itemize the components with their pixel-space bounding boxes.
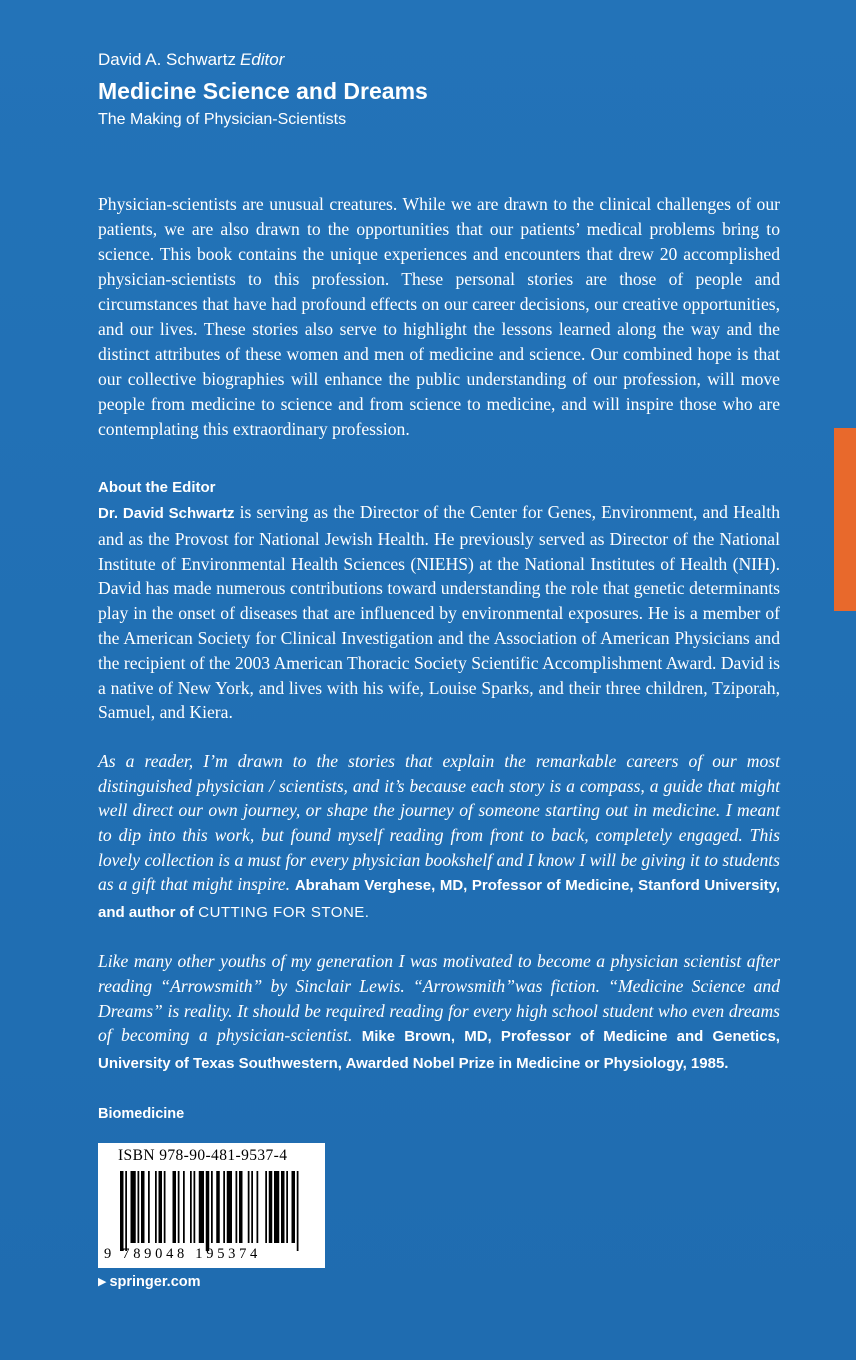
barcode-bar xyxy=(265,1171,267,1243)
barcode-bar xyxy=(236,1171,238,1243)
about-name: Dr. David Schwartz xyxy=(98,505,235,522)
editor-line xyxy=(98,48,780,72)
category-label: Biomedicine xyxy=(98,1106,185,1123)
barcode-bar xyxy=(120,1171,124,1251)
barcode-bar xyxy=(141,1171,145,1243)
barcode-bar xyxy=(281,1171,285,1243)
barcode-bar xyxy=(223,1171,225,1243)
barcode-bar xyxy=(211,1171,213,1243)
barcode-bar xyxy=(274,1171,279,1243)
quote-text: Like many other youths of my generation I was motivated to become a physician scientist after reading “Arrowsmith” by Sinclair Lewis. “Arrowsmith”was fiction. “Medicine Science and Dreams” is reality. It should be required reading for every high school student who even dreams of becoming a physician-scientist. xyxy=(98,951,780,1046)
barcode-bar xyxy=(138,1171,140,1243)
isbn-barcode xyxy=(98,1143,325,1268)
barcode-bar xyxy=(194,1171,196,1243)
barcode-bar xyxy=(164,1171,166,1243)
quote-brown xyxy=(98,949,780,1076)
about-heading: About the Editor xyxy=(98,479,216,496)
barcode-digits: 9 789048 195374 xyxy=(104,1246,261,1262)
barcode-bar xyxy=(183,1171,185,1243)
orange-spine-tab xyxy=(834,428,856,611)
barcode-bar xyxy=(216,1171,220,1243)
quote-verghese xyxy=(98,749,780,925)
barcode-bar xyxy=(155,1171,157,1243)
quote-book-title: CUTTING FOR STONE. xyxy=(198,903,370,921)
barcode-bar xyxy=(239,1171,243,1243)
quote-attribution: Abraham Verghese, MD, Professor of Medicine, Stanford University, and author of xyxy=(98,877,780,921)
barcode-bar xyxy=(131,1171,136,1243)
publisher-link[interactable] xyxy=(98,1272,201,1292)
barcode-bar xyxy=(173,1171,177,1243)
barcode-bar xyxy=(227,1171,232,1243)
barcode-bar xyxy=(199,1171,204,1243)
barcode-bar xyxy=(190,1171,192,1243)
barcode-bar xyxy=(159,1171,163,1243)
isbn-label: ISBN 978-90-481-9537-4 xyxy=(118,1147,288,1164)
editor-role: Editor xyxy=(239,50,285,69)
barcode-bar xyxy=(286,1171,288,1243)
book-title: Medicine Science and Dreams xyxy=(98,78,428,104)
barcode-bar xyxy=(292,1171,296,1243)
barcode-bar xyxy=(148,1171,150,1243)
about-body xyxy=(98,500,780,725)
barcode-bar xyxy=(257,1171,259,1243)
barcode-bar xyxy=(206,1171,210,1251)
about-text: is serving as the Director of the Center for Genes, Environment, and Health and as the Provost for National Jewish Health. He previously served as Director of the National Institute of Environmental Health Sciences (NIEHS) at the National Institutes of Health (NIH). David has made numerous contributions toward understanding the role that genetic determinants play in the onset of diseases that are influenced by environmental exposures. He is a member of the American Society for Clinical Investigation and the Association of American Physicians and the recipient of the 2003 American Thoracic Society Scientific Accomplishment Award. David is a native of New York, and lives with his wife, Louise Sparks, and their three children, Tziporah, Samuel, and Kiera. xyxy=(98,502,780,723)
book-subtitle: The Making of Physician-Scientists xyxy=(98,111,347,128)
editor-name: David A. Schwartz xyxy=(98,50,236,69)
quote-attribution: Mike Brown, MD, Professor of Medicine and Genetics, University of Texas Southwestern, Awarded Nobel Prize in Medicine or Physiology, 1985. xyxy=(98,1028,780,1072)
cover-text xyxy=(98,48,780,1124)
barcode-bar xyxy=(269,1171,273,1243)
publisher-url: springer.com xyxy=(109,1274,201,1290)
barcode-bar xyxy=(248,1171,250,1243)
barcode-bar xyxy=(251,1171,253,1243)
quote-text: As a reader, I’m drawn to the stories that explain the remarkable careers of our most distinguished physician / scientists, and it’s because each story is a compass, a guide that might well direct our own journey, or shape the journey of someone starting out in medicine. I meant to dip into this work, but found myself reading from front to back, completely engaged. This lovely collection is a must for every physician bookshelf and I know I will be giving it to students as a gift that might inspire. xyxy=(98,751,780,895)
blurb: Physician-scientists are unusual creatures. While we are drawn to the clinical challenges of our patients, we are also drawn to the opportunities that our patients’ medical problems bring to science. This book contains the unique experiences and encounters that drew 20 accomplished physician-scientists to this profession. These personal stories are those of people and circumstances that have had profound effects on our career decisions, our creative opportunities, and our lives. These stories also serve to highlight the lessons learned along the way and the distinct attributes of these women and men of medicine and science. Our combined hope is that our collective biographies will enhance the public understanding of our profession, will move people from medicine to science and from science to medicine, and will inspire those who are contemplating this extraordinary profession. xyxy=(98,194,780,439)
triangle-right-icon: ▶ xyxy=(98,1276,107,1288)
barcode-bar xyxy=(125,1171,127,1251)
barcode-bar xyxy=(178,1171,180,1243)
barcode-bar xyxy=(297,1171,299,1251)
